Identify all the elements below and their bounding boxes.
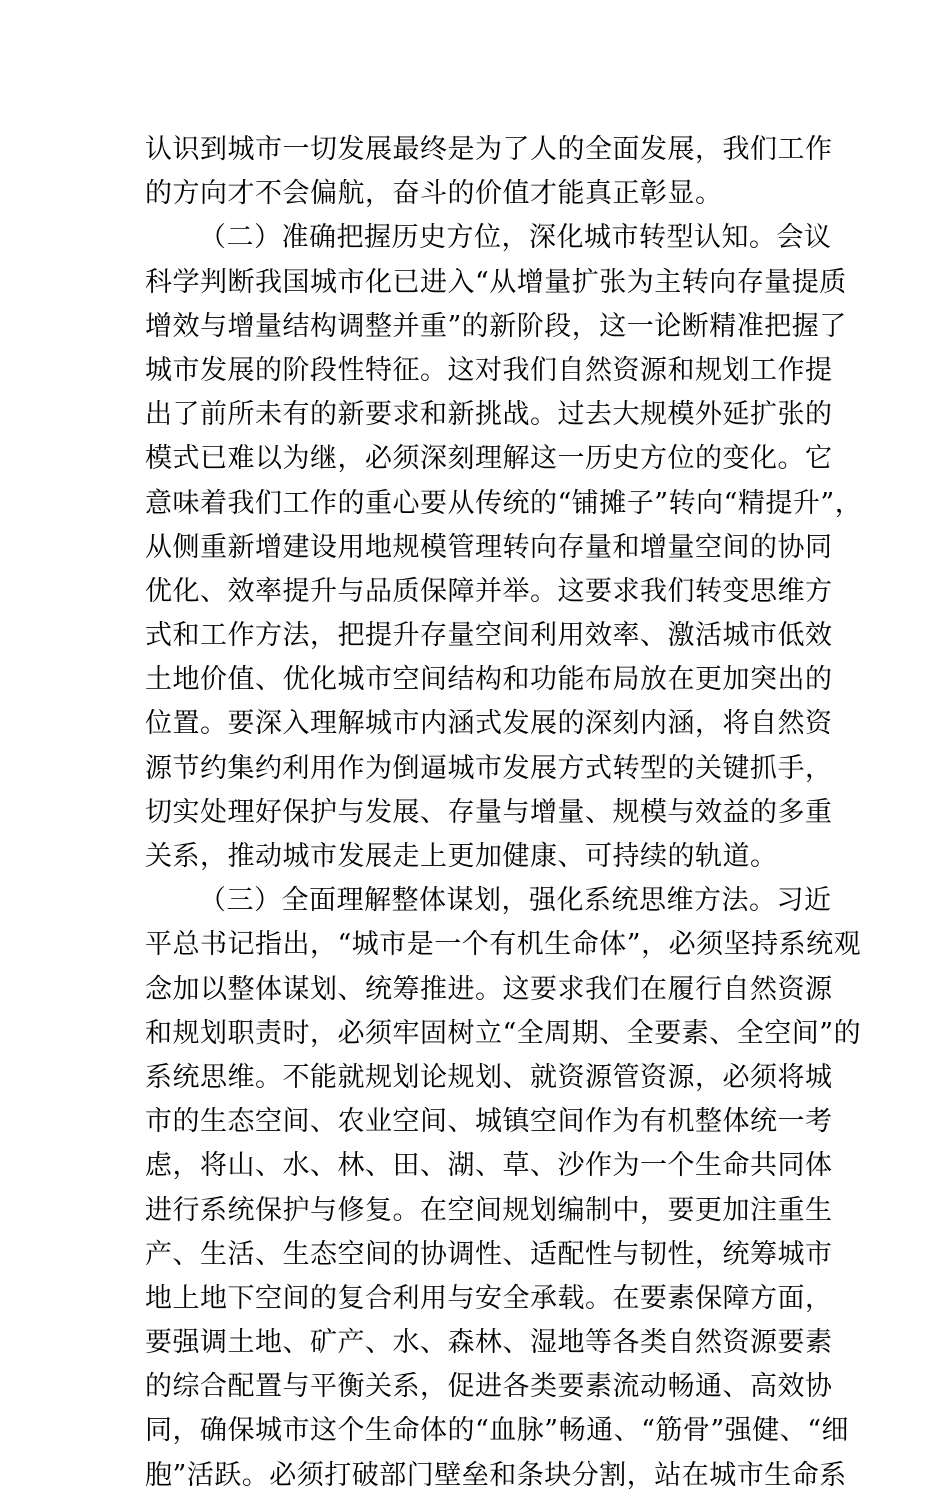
- text-line: 要强调土地、矿产、水、森林、湿地等各类自然资源要素: [145, 1327, 833, 1359]
- text-line: 科学判断我国城市化已进入“从增量扩张为主转向存量提质: [145, 266, 847, 298]
- text-line: 式和工作方法，把提升存量空间利用效率、激活城市低效: [145, 620, 833, 652]
- text-line: 进行系统保护与修复。在空间规划编制中，要更加注重生: [145, 1194, 833, 1226]
- text-line: 平总书记指出，“城市是一个有机生命体”，必须坚持系统观: [145, 929, 862, 961]
- text-line: 从侧重新增建设用地规模管理转向存量和增量空间的协同: [145, 531, 833, 563]
- text-line: 的方向才不会偏航，奋斗的价值才能真正彰显。: [145, 178, 723, 210]
- text-line: 同，确保城市这个生命体的“血脉”畅通、“筋骨”强健、“细: [145, 1415, 850, 1447]
- text-line: （三）全面理解整体谋划，强化系统思维方法。习近: [199, 885, 832, 917]
- text-line: 模式已难以为继，必须深刻理解这一历史方位的变化。它: [145, 443, 833, 475]
- text-line: 关系，推动城市发展走上更加健康、可持续的轨道。: [145, 841, 778, 872]
- text-line: 念加以整体谋划、统筹推进。这要求我们在履行自然资源: [145, 973, 833, 1005]
- text-line: 增效与增量结构调整并重”的新阶段，这一论断精准把握了: [145, 310, 847, 342]
- text-line: 优化、效率提升与品质保障并举。这要求我们转变思维方: [145, 575, 833, 607]
- text-line: 和规划职责时，必须牢固树立“全周期、全要素、全空间”的: [145, 1017, 862, 1049]
- text-line: 胞”活跃。必须打破部门壁垒和条块分割，站在城市生命系: [145, 1459, 847, 1491]
- text-line: 系统思维。不能就规划论规划、就资源管资源，必须将城: [145, 1061, 833, 1093]
- text-line: 土地价值、优化城市空间结构和功能布局放在更加突出的: [145, 664, 833, 696]
- text-line: 地上地下空间的复合利用与安全承载。在要素保障方面，: [145, 1282, 833, 1314]
- text-line: 切实处理好保护与发展、存量与增量、规模与效益的多重: [145, 796, 833, 828]
- text-line: 认识到城市一切发展最终是为了人的全面发展，我们工作: [145, 134, 833, 165]
- text-line: 城市发展的阶段性特征。这对我们自然资源和规划工作提: [145, 354, 833, 386]
- text-line: 位置。要深入理解城市内涵式发展的深刻内涵，将自然资: [145, 708, 833, 740]
- text-line: 产、生活、生态空间的协调性、适配性与韧性，统筹城市: [145, 1238, 833, 1270]
- text-line: 意味着我们工作的重心要从传统的“铺摊子”转向“精提升”，: [145, 487, 863, 519]
- body-text: [145, 128, 863, 1498]
- text-line: 的综合配置与平衡关系，促进各类要素流动畅通、高效协: [145, 1371, 833, 1403]
- text-line: （二）准确把握历史方位，深化城市转型认知。会议: [199, 222, 832, 254]
- text-line: 虑，将山、水、林、田、湖、草、沙作为一个生命共同体: [145, 1150, 833, 1182]
- text-line: 市的生态空间、农业空间、城镇空间作为有机整体统一考: [145, 1106, 833, 1138]
- text-line: 源节约集约利用作为倒逼城市发展方式转型的关键抓手，: [145, 752, 833, 784]
- text-line: 出了前所未有的新要求和新挑战。过去大规模外延扩张的: [145, 399, 833, 431]
